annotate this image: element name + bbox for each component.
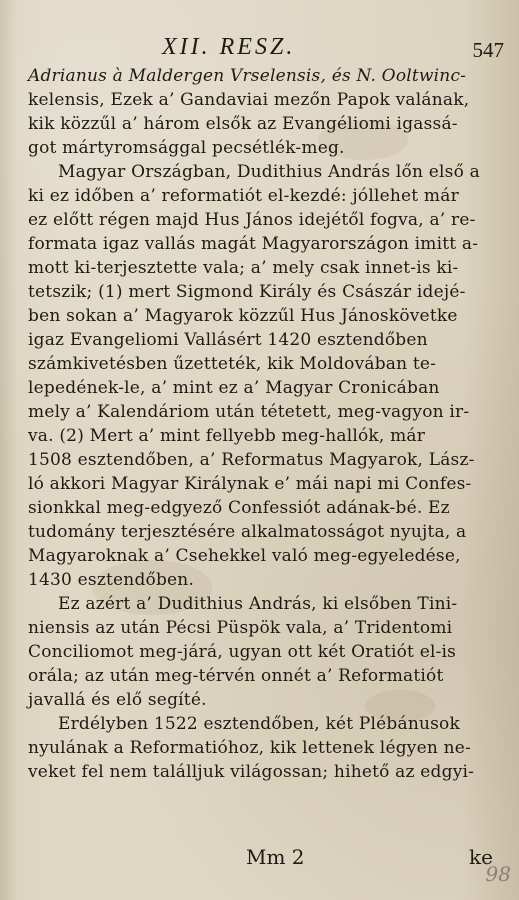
text-line: 1430 esztendőben. xyxy=(28,570,195,590)
text-line: veket fel nem találljuk világossan; hihető az edgyi- xyxy=(28,762,475,782)
text-line: Magyaroknak a’ Csehekkel való meg-egyeledése, xyxy=(28,546,461,566)
signature-mark: Mm 2 xyxy=(246,845,305,869)
text-line: sionkkal meg-edgyező Confessiót adának-bé. Ez xyxy=(28,498,450,518)
chapter-label: XII. RESZ. xyxy=(162,34,296,60)
text-line: ben sokan a’ Magyarok közzűl Hus Jánoskövetke xyxy=(28,306,458,326)
pencil-note: 98 xyxy=(485,862,511,886)
text-line: lepedének-le, a’ mint ez a’ Magyar Cronicában xyxy=(28,378,440,398)
text-line: számkivetésben űzetteték, kik Moldovában te- xyxy=(28,354,437,374)
catchword: ke xyxy=(469,845,493,869)
text-line: va. (2) Mert a’ mint fellyebb meg-hallók, már xyxy=(28,426,426,446)
text-line: mott ki-terjesztette vala; a’ mely csak innet-is ki- xyxy=(28,258,459,278)
text-line: Ez azért a’ Dudithius András, ki elsőben Tini- xyxy=(58,594,458,614)
text-line: nyulának a Reformatióhoz, kik lettenek légyen ne- xyxy=(28,738,471,758)
text-line: kelensis, Ezek a’ Gandaviai mezőn Papok valának, xyxy=(28,90,470,110)
text-line: got mártyromsággal pecsétlék-meg. xyxy=(28,138,345,158)
text-line: formata igaz vallás magát Magyarországon imitt a- xyxy=(28,234,479,254)
page-number: 547 xyxy=(472,38,504,62)
text-line: ló akkori Magyar Királynak e’ mái napi mi Confes- xyxy=(28,474,472,494)
text-line: tetszik; (1) mert Sigmond Király és Császár idejé- xyxy=(28,282,466,302)
text-line: Magyar Országban, Dudithius András lőn első a xyxy=(58,162,480,182)
text-line: tudomány terjesztésére alkalmatosságot nyujta, a xyxy=(28,522,467,542)
text-line: javallá és elő segíté. xyxy=(28,690,207,710)
text-line: ez előtt régen majd Hus János idejétől fogva, a’ re- xyxy=(28,210,476,230)
text-line: Conciliomot meg-járá, ugyan ott két Oratiót el-is xyxy=(28,642,457,662)
page-body xyxy=(26,64,496,784)
text-line: orála; az után meg-térvén onnét a’ Reformatiót xyxy=(28,666,444,686)
text-line: kik közzűl a’ három elsők az Evangéliomi igassá- xyxy=(28,114,458,134)
text-line: ki ez időben a’ reformatiót el-kezdé: jóllehet már xyxy=(28,186,459,206)
text-line: niensis az után Pécsi Püspök vala, a’ Tridentomi xyxy=(28,618,453,638)
text-line: Erdélyben 1522 esztendőben, két Plébánusok xyxy=(58,714,460,734)
text-line: mely a’ Kalendáriom után tétetett, meg-vagyon ir- xyxy=(28,402,470,422)
text-line: igaz Evangeliomi Vallásért 1420 esztendőben xyxy=(28,330,428,350)
page-footer xyxy=(0,845,519,881)
text-line: Adrianus à Maldergen Vrselensis, és N. Ooltwinc- xyxy=(28,66,467,86)
text-line: 1508 esztendőben, a’ Reformatus Magyarok, Lász- xyxy=(28,450,475,470)
